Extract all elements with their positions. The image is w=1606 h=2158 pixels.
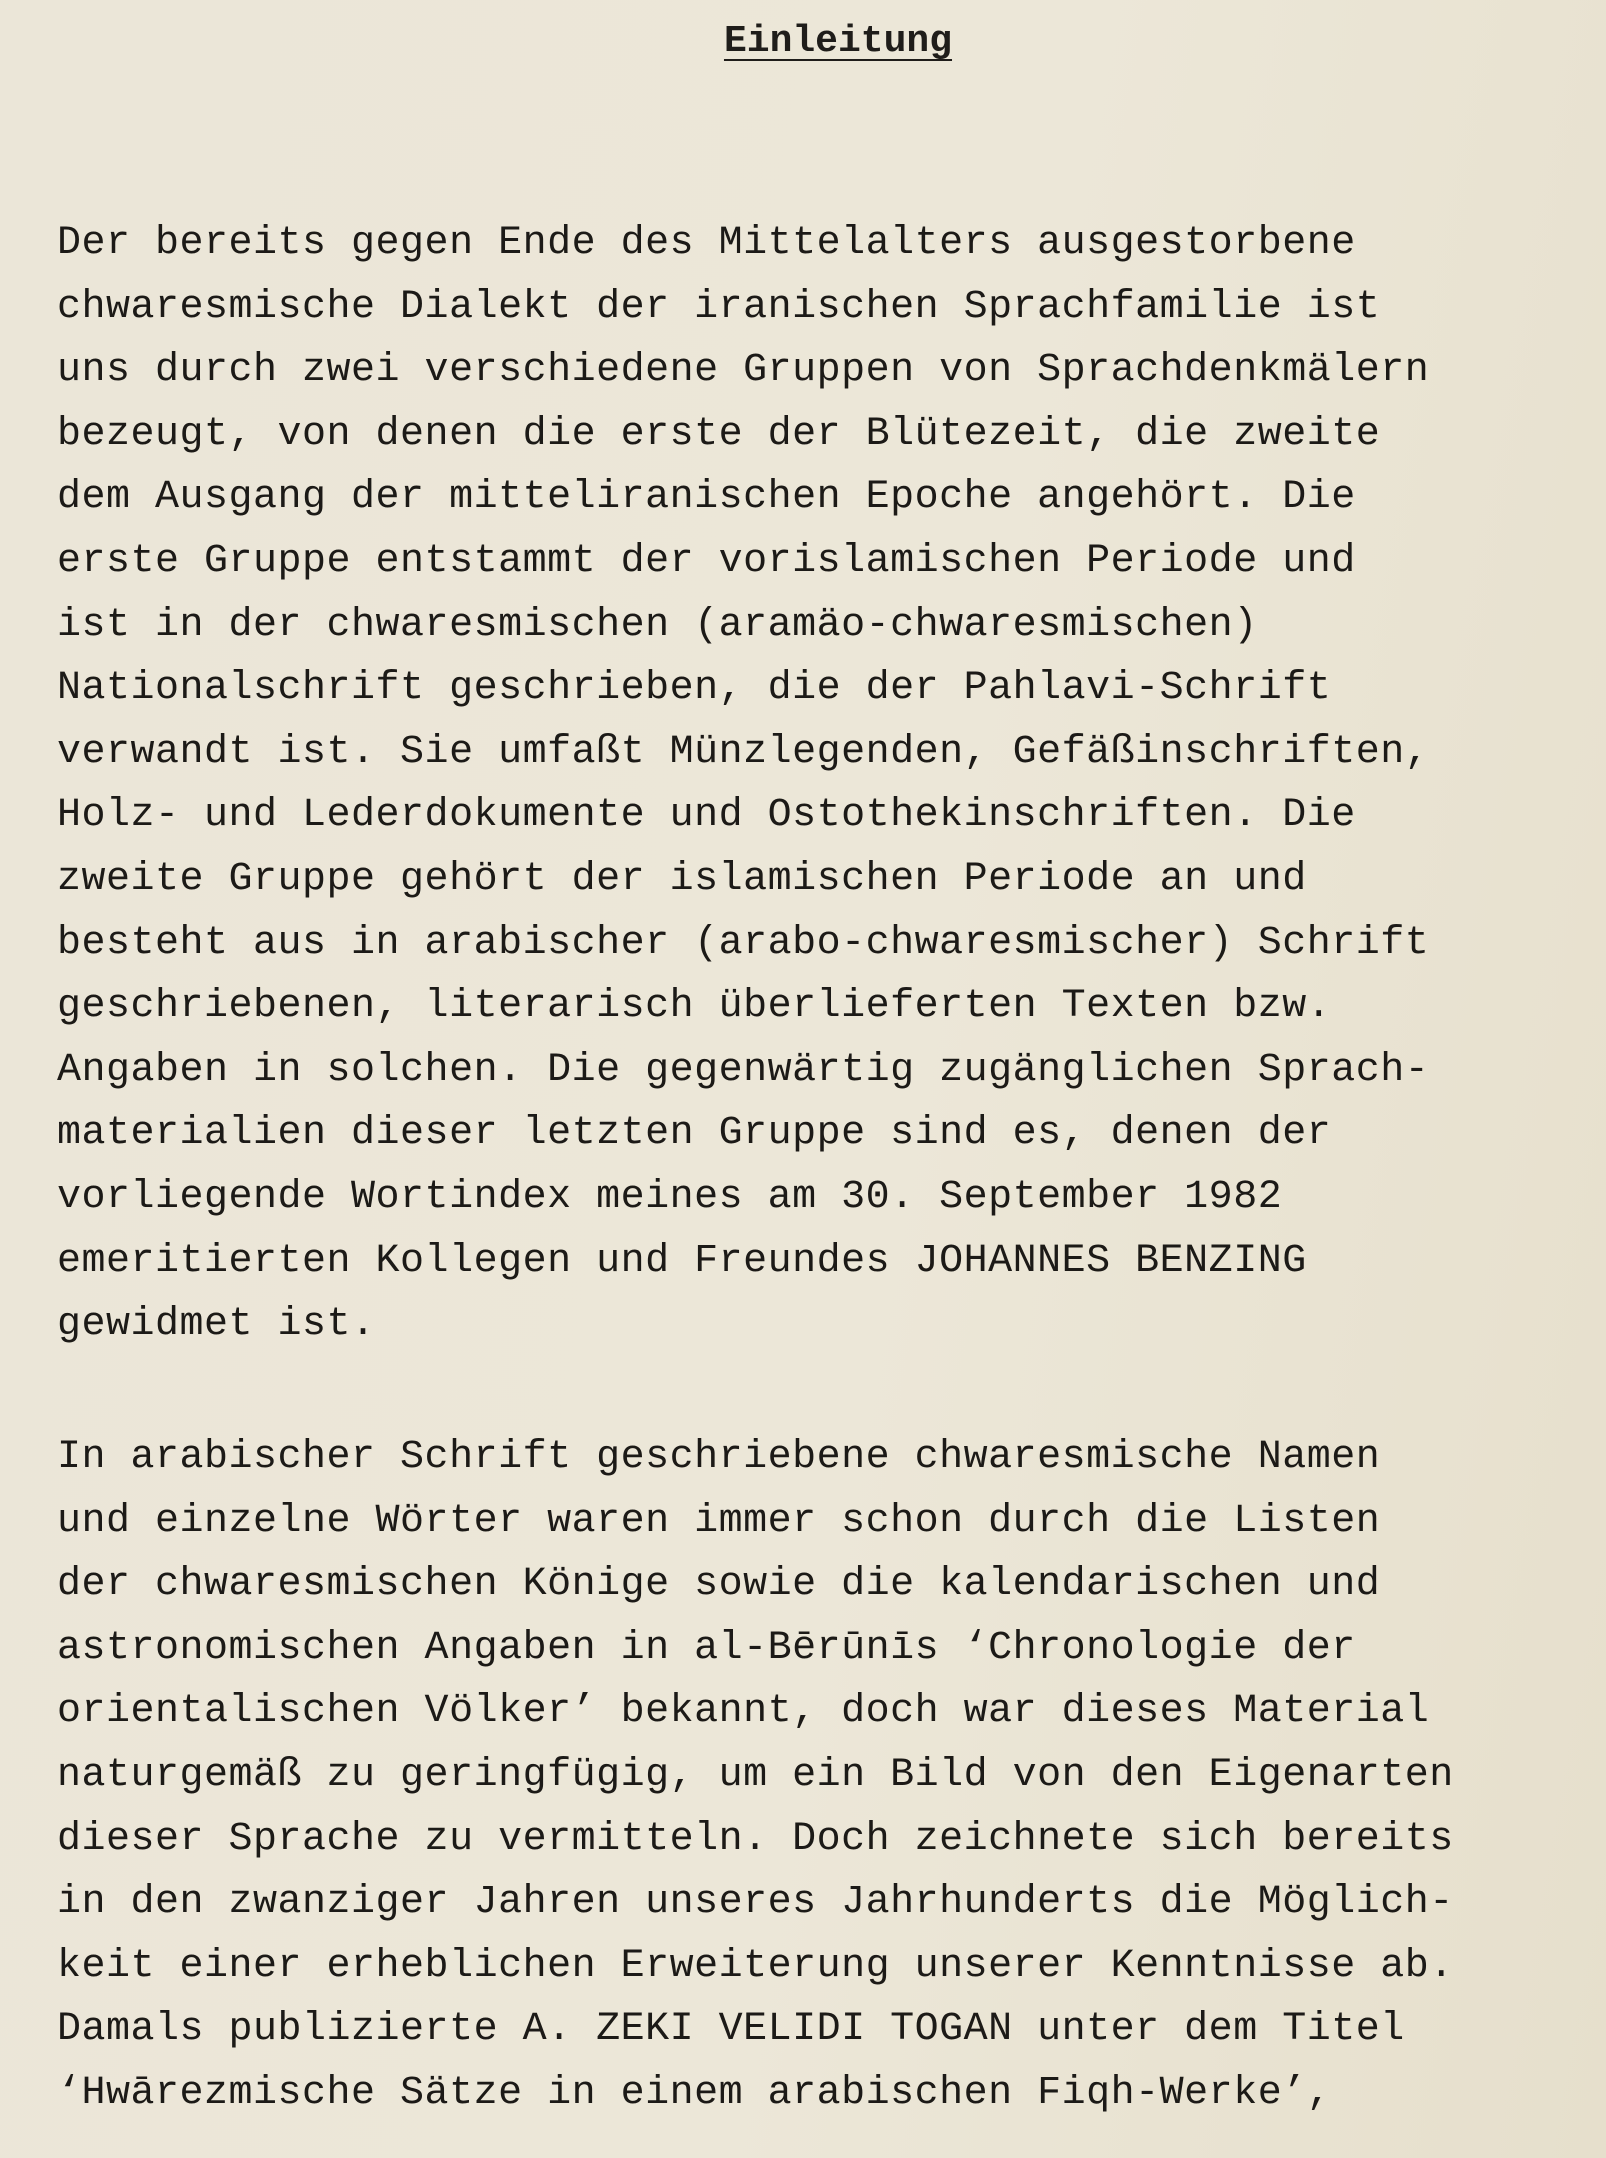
text-line: ‘Hwārezmische Sätze in einem arabischen Fiqh-Werke’, <box>57 2070 1332 2116</box>
text-line: geschriebenen, literarisch überlieferten Texten bzw. <box>57 984 1332 1030</box>
text-line: bezeugt, von denen die erste der Blütezeit, die zweite <box>57 411 1381 457</box>
text-line: astronomischen Angaben in al-Bērūnīs ‘Chronologie der <box>57 1625 1356 1671</box>
text-line: und einzelne Wörter waren immer schon durch die Listen <box>57 1498 1381 1544</box>
text-line: uns durch zwei verschiedene Gruppen von Sprachdenkmälern <box>57 348 1430 394</box>
text-line: orientalischen Völker’ bekannt, doch war dieses Material <box>57 1689 1430 1735</box>
text-line: emeritierten Kollegen und Freundes JOHANNES BENZING <box>57 1238 1307 1284</box>
text-line: vorliegende Wortindex meines am 30. September 1982 <box>57 1174 1283 1220</box>
text-line: keit einer erheblichen Erweiterung unserer Kenntnisse ab. <box>57 1943 1454 1989</box>
text-line: Der bereits gegen Ende des Mittelalters ausgestorbene <box>57 221 1356 266</box>
text-line: der chwaresmischen Könige sowie die kalendarischen und <box>57 1562 1381 1608</box>
text-line: Nationalschrift geschrieben, die der Pahlavi-Schrift <box>57 666 1332 712</box>
text-line: Angaben in solchen. Die gegenwärtig zugänglichen Sprach- <box>57 1047 1430 1093</box>
text-line: In arabischer Schrift geschriebene chwaresmische Namen <box>57 1435 1381 1480</box>
page-title <box>0 20 1606 63</box>
text-line: Damals publizierte A. ZEKI VELIDI TOGAN unter dem Titel <box>57 2007 1405 2053</box>
text-line: naturgemäß zu geringfügig, um ein Bild von den Eigenarten <box>57 1752 1454 1798</box>
text-line: materialien dieser letzten Gruppe sind es, denen der <box>57 1111 1332 1157</box>
text-line: ist in der chwaresmischen (aramäo-chwaresmischen) <box>57 602 1258 648</box>
text-line: in den zwanziger Jahren unseres Jahrhunderts die Möglich- <box>57 1880 1454 1926</box>
text-line: verwandt ist. Sie umfaßt Münzlegenden, Gefäßinschriften, <box>57 729 1430 775</box>
text-line: besteht aus in arabischer (arabo-chwaresmischer) Schrift <box>57 920 1430 966</box>
text-line: dieser Sprache zu vermitteln. Doch zeichnete sich bereits <box>57 1816 1454 1862</box>
text-line: Holz- und Lederdokumente und Ostothekinschriften. Die <box>57 793 1356 839</box>
text-line: gewidmet ist. <box>57 1302 376 1348</box>
paragraph-1 <box>57 212 1429 1357</box>
text-line: chwaresmische Dialekt der iranischen Sprachfamilie ist <box>57 284 1381 330</box>
text-line: zweite Gruppe gehört der islamischen Periode an und <box>57 856 1307 902</box>
text-line: erste Gruppe entstammt der vorislamischen Periode und <box>57 538 1356 584</box>
page-title-text: Einleitung <box>723 20 953 63</box>
paragraph-2 <box>57 1426 1454 2126</box>
text-line: dem Ausgang der mitteliranischen Epoche angehört. Die <box>57 475 1356 521</box>
